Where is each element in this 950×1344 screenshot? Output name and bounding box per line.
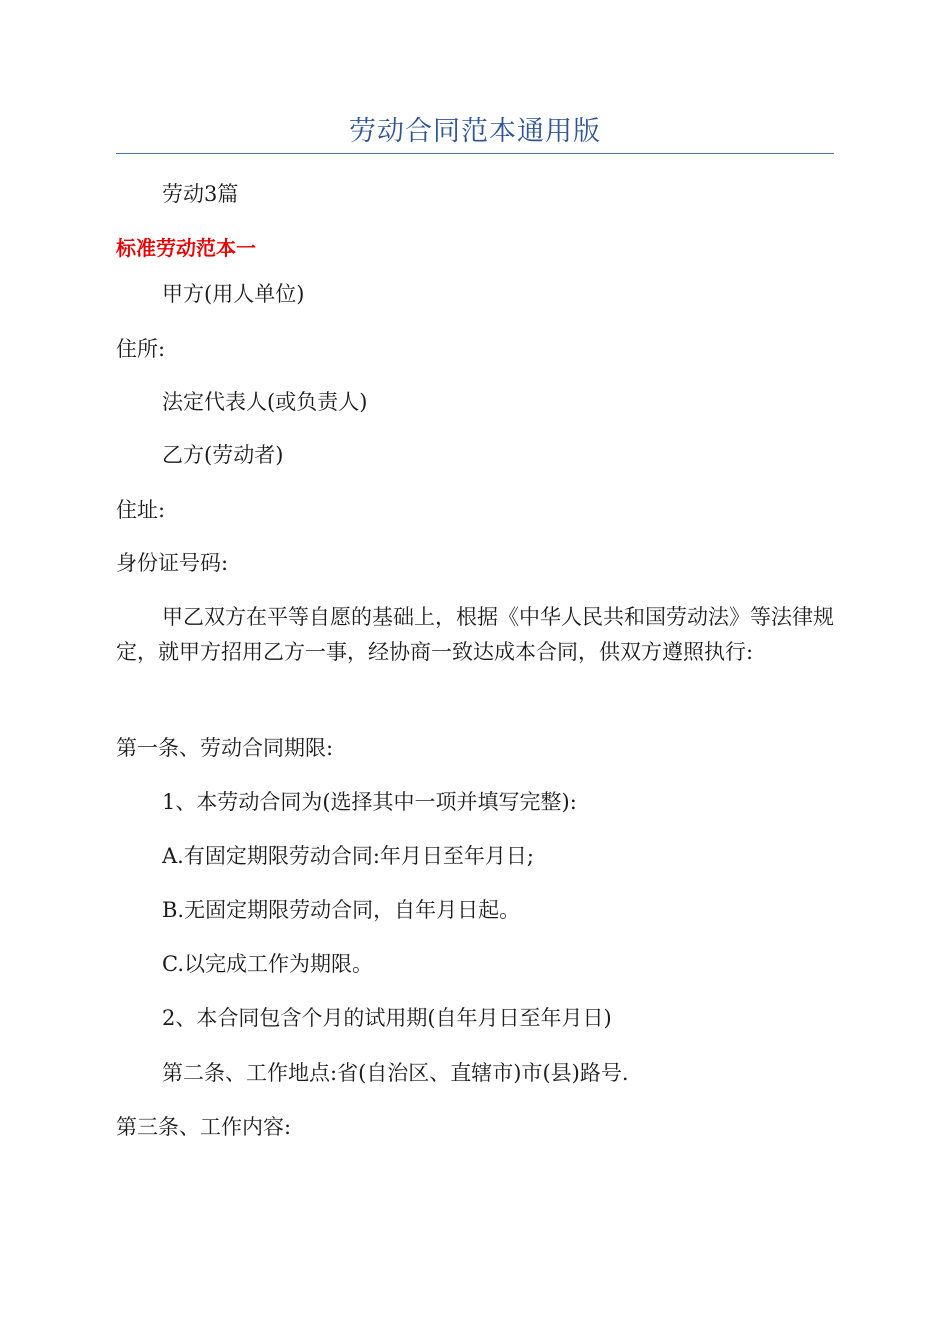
title-underline bbox=[116, 153, 834, 154]
article2-line: 第二条、工作地点:省(自治区、直辖市)市(县)路号. bbox=[162, 1061, 629, 1085]
party-b-line: 乙方(劳动者) bbox=[162, 443, 284, 467]
option-b: B.无固定期限劳动合同，自年月日起。 bbox=[162, 898, 521, 922]
section-heading: 标准劳动范本一 bbox=[116, 236, 256, 260]
article3-title: 第三条、工作内容: bbox=[116, 1115, 292, 1139]
id-number-line: 身份证号码: bbox=[116, 551, 229, 575]
option-a: A.有固定期限劳动合同:年月日至年月日; bbox=[162, 844, 534, 868]
residence-line: 住所: bbox=[116, 337, 166, 361]
option-c: C.以完成工作为期限。 bbox=[162, 952, 373, 976]
article1-item2: 2、本合同包含个月的试用期(自年月日至年月日) bbox=[162, 1006, 612, 1030]
subtitle: 劳动3篇 bbox=[162, 182, 239, 206]
legal-rep-line: 法定代表人(或负责人) bbox=[162, 390, 368, 414]
article1-title: 第一条、劳动合同期限: bbox=[116, 736, 334, 760]
party-a-line: 甲方(用人单位) bbox=[162, 282, 305, 306]
address-line: 住址: bbox=[116, 498, 166, 522]
article1-item1: 1、本劳动合同为(选择其中一项并填写完整): bbox=[162, 790, 577, 814]
preamble-paragraph: 甲乙双方在平等自愿的基础上，根据《中华人民共和国劳动法》等法律规定，就甲方招用乙方一事，经协商一致达成本合同，供双方遵照执行: bbox=[116, 605, 834, 664]
document-title: 劳动合同范本通用版 bbox=[349, 116, 601, 147]
